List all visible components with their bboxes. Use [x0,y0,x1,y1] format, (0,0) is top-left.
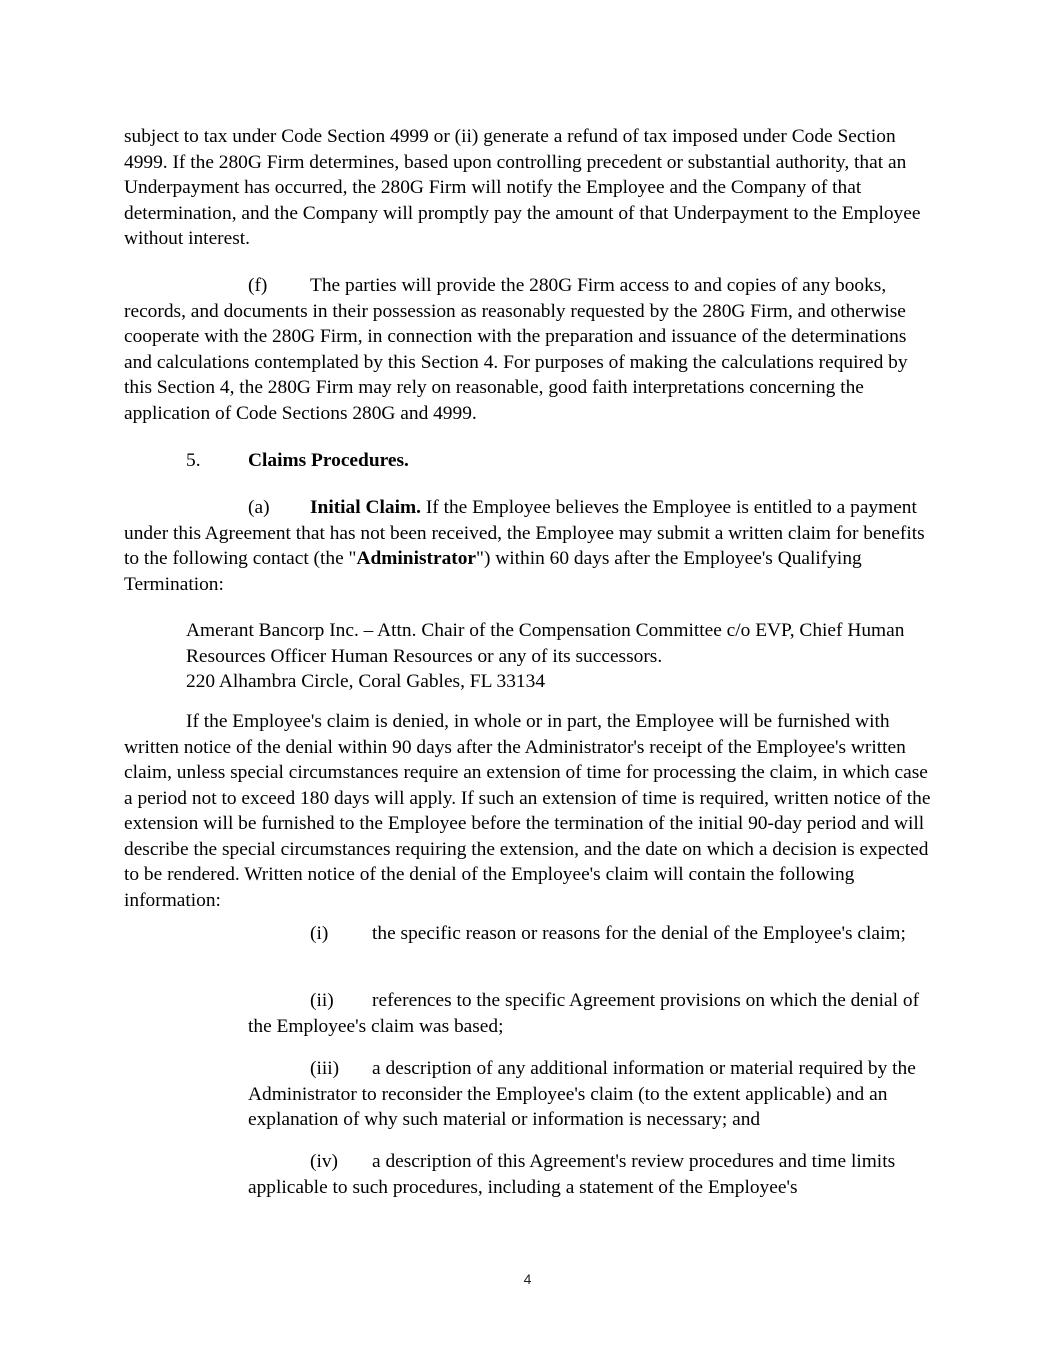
paragraph-a-label: (a) [248,497,270,518]
paragraph-denial: If the Employee's claim is denied, in whole or in part, the Employee will be furnished with written notice of the denial within 90 days after the Administrator's receipt of the Employee's written claim, unless special circumstances require an extension of time for processing the claim, in which case a period not to exceed 180 days will apply. If such an extension of time is required, written notice of the extension will be furnished to the Employee before the termination of the initial 90-day period and will describe the special circumstances requiring the extension, and the date on which a decision is expected to be rendered. Written notice of the denial of the Employee's claim will contain the following information: [124,711,931,911]
address-line-2: 220 Alhambra Circle, Coral Gables, FL 33134 [186,671,546,692]
list-item [248,1056,938,1133]
list-item-label: (i) [310,923,329,944]
list-item [248,921,938,947]
list-item-text: references to the specific Agreement provisions on which the denial of the Employee's claim was based; [248,990,920,1037]
list-item [248,1149,938,1200]
section-title: Claims Procedures. [248,450,409,471]
paragraph-f-text: The parties will provide the 280G Firm access to and copies of any books, records, and documents in their possession as reasonably requested by the 280G Firm, and otherwise cooperate with the 280G Firm, in connection with the preparation and issuance of the determinations and calculations contemplated by this Section 4. For purposes of making the calculations required by this Section 4, the 280G Firm may rely on reasonable, good faith interpretations concerning the application of Code Sections 280G and 4999. [124,275,908,424]
list-item-label: (iv) [310,1151,338,1172]
list-item-label: (ii) [310,990,334,1011]
section-number: 5. [186,450,201,471]
list-item-text: a description of this Agreement's review procedures and time limits applicable to such procedures, including a statement of the Employee's [248,1151,896,1198]
defined-term-administrator: Administrator [356,548,477,569]
paragraph-f [124,273,934,426]
address-line-1: Amerant Bancorp Inc. – Attn. Chair of the Compensation Committee c/o EVP, Chief Human Resources Officer Human Resources or any of its successors. [186,620,905,667]
paragraph-f-label: (f) [248,275,268,296]
list-item [248,988,938,1039]
list-item-text: a description of any additional information or material required by the Administrator to reconsider the Employee's claim (to the extent applicable) and an explanation of why such material or information is necessary; and [248,1058,916,1130]
paragraph-a [124,495,934,597]
list-item-text: the specific reason or reasons for the denial of the Employee's claim; [372,923,906,944]
paragraph-continued: subject to tax under Code Section 4999 or (ii) generate a refund of tax imposed under Code Section 4999. If the 280G Firm determines, based upon controlling precedent or substantial authority, that an Underpayment has occurred, the 280G Firm will notify the Employee and the Company of that determination, and the Company will promptly pay the amount of that Underpayment to the Employee without interest. [124,126,921,249]
paragraph-a-text-after: ") within 60 days after the Employee's Qualifying Termination: [124,548,862,595]
section-heading [186,448,409,474]
list-item-label: (iii) [310,1058,340,1079]
paragraph-a-text-before: If the Employee believes the Employee is entitled to a payment under this Agreement that has not been received, the Employee may submit a written claim for benefits to the following contact (the " [124,497,925,569]
page-number: 4 [523,1271,532,1287]
paragraph-a-title: Initial Claim. [310,497,421,518]
address-block [186,618,926,695]
